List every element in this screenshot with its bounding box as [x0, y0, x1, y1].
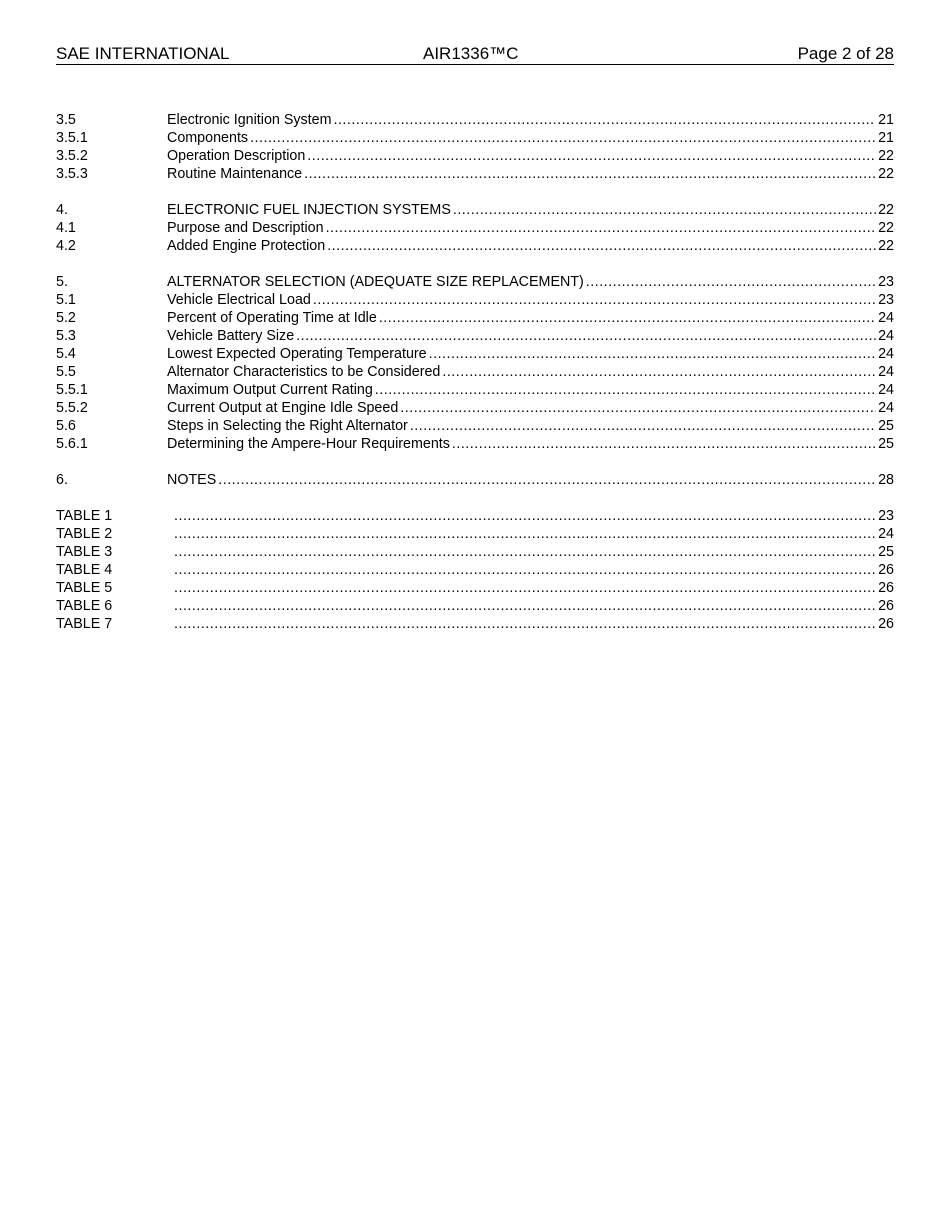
table-list-entry[interactable] [56, 597, 894, 615]
toc-entry-number: 4. [56, 202, 68, 218]
toc-entry[interactable] [56, 309, 894, 327]
table-entry-page: 23 [878, 508, 894, 524]
toc-entry-number: 5. [56, 274, 68, 290]
dot-leader [452, 435, 876, 453]
toc-entry-title: ALTERNATOR SELECTION (ADEQUATE SIZE REPLACEMENT) [167, 274, 584, 290]
toc-entry[interactable] [56, 273, 894, 291]
toc-entry[interactable] [56, 327, 894, 345]
dot-leader [313, 291, 876, 309]
dot-leader [453, 201, 876, 219]
toc-entry-number: 3.5.1 [56, 130, 88, 146]
toc-entry[interactable] [56, 345, 894, 363]
toc-entry-title: Added Engine Protection [167, 238, 326, 254]
toc-entry-page: 23 [878, 292, 894, 308]
toc-entry[interactable] [56, 147, 894, 165]
toc-entry-page: 22 [878, 166, 894, 182]
toc-entry-number: 5.4 [56, 346, 76, 362]
toc-entry-title: Purpose and Description [167, 220, 324, 236]
toc-entry-title: NOTES [167, 472, 217, 488]
toc-entry[interactable] [56, 129, 894, 147]
dot-leader [379, 309, 876, 327]
toc-entry-title: Vehicle Electrical Load [167, 292, 311, 308]
table-list-entry[interactable] [56, 507, 894, 525]
dot-leader [174, 561, 876, 579]
document-number: AIR1336™C [423, 44, 519, 63]
dot-leader [304, 165, 876, 183]
toc-entry-title: Electronic Ignition System [167, 112, 332, 128]
dot-leader [250, 129, 876, 147]
toc-entry-page: 23 [878, 274, 894, 290]
toc-entry[interactable] [56, 201, 894, 219]
toc-entry-title: Alternator Characteristics to be Considered [167, 364, 441, 380]
dot-leader [375, 381, 876, 399]
dot-leader [327, 237, 876, 255]
dot-leader [410, 417, 876, 435]
toc-entry-title: Percent of Operating Time at Idle [167, 310, 377, 326]
toc-entry-number: 5.6.1 [56, 436, 88, 452]
toc-entry-number: 5.5.2 [56, 400, 88, 416]
toc-entry-page: 24 [878, 364, 894, 380]
toc-entry-number: 4.1 [56, 220, 76, 236]
toc-entry-number: 5.5 [56, 364, 76, 380]
dot-leader [174, 543, 876, 561]
toc-entry-page: 22 [878, 238, 894, 254]
toc-entry[interactable] [56, 471, 894, 489]
toc-entry[interactable] [56, 381, 894, 399]
toc-entry-title: Components [167, 130, 249, 146]
toc-entry-page: 28 [878, 472, 894, 488]
toc-entry-title: Lowest Expected Operating Temperature [167, 346, 427, 362]
toc-entry-number: 5.3 [56, 328, 76, 344]
toc-entry[interactable] [56, 219, 894, 237]
dot-leader [174, 615, 876, 633]
table-list-entry[interactable] [56, 561, 894, 579]
table-entry-label: TABLE 2 [56, 526, 113, 542]
table-entry-label: TABLE 7 [56, 616, 113, 632]
toc-entry-page: 24 [878, 382, 894, 398]
toc-entry[interactable] [56, 363, 894, 381]
table-entry-label: TABLE 4 [56, 562, 113, 578]
toc-entry-page: 25 [878, 418, 894, 434]
table-entry-page: 26 [878, 580, 894, 596]
toc-entry-page: 22 [878, 220, 894, 236]
dot-leader [586, 273, 876, 291]
toc-entry-title: Operation Description [167, 148, 306, 164]
toc-entry-page: 22 [878, 202, 894, 218]
toc-entry[interactable] [56, 165, 894, 183]
toc-entry[interactable] [56, 111, 894, 129]
toc-entry-number: 6. [56, 472, 68, 488]
toc-entry-number: 5.5.1 [56, 382, 88, 398]
page-number: Page 2 of 28 [797, 44, 894, 63]
toc-entry-title: ELECTRONIC FUEL INJECTION SYSTEMS [167, 202, 451, 218]
dot-leader [174, 579, 876, 597]
dot-leader [296, 327, 876, 345]
page-header [56, 44, 894, 65]
toc-entry-page: 24 [878, 346, 894, 362]
toc-entry-number: 5.2 [56, 310, 76, 326]
toc-entry[interactable] [56, 237, 894, 255]
toc-entry-page: 25 [878, 436, 894, 452]
table-entry-label: TABLE 1 [56, 508, 113, 524]
table-list-entry[interactable] [56, 543, 894, 561]
dot-leader [326, 219, 877, 237]
toc-entry-title: Determining the Ampere-Hour Requirements [167, 436, 450, 452]
toc-entry-page: 24 [878, 400, 894, 416]
toc-entry-page: 22 [878, 148, 894, 164]
toc-entry-number: 4.2 [56, 238, 76, 254]
dot-leader [400, 399, 876, 417]
table-entry-page: 26 [878, 562, 894, 578]
toc-entry-number: 5.1 [56, 292, 76, 308]
toc-entry-title: Vehicle Battery Size [167, 328, 295, 344]
toc-entry-title: Steps in Selecting the Right Alternator [167, 418, 408, 434]
table-list-entry[interactable] [56, 615, 894, 633]
toc-entry-number: 3.5.3 [56, 166, 88, 182]
dot-leader [174, 525, 876, 543]
toc-entry[interactable] [56, 291, 894, 309]
dot-leader [333, 111, 876, 129]
dot-leader [218, 471, 876, 489]
dot-leader [174, 597, 876, 615]
toc-entry-page: 24 [878, 310, 894, 326]
table-entry-page: 26 [878, 616, 894, 632]
table-entry-page: 24 [878, 526, 894, 542]
toc-entry[interactable] [56, 399, 894, 417]
dot-leader [429, 345, 876, 363]
toc-entry-title: Maximum Output Current Rating [167, 382, 373, 398]
toc-entry-page: 21 [878, 112, 894, 128]
toc-entry-number: 3.5 [56, 112, 76, 128]
table-entry-label: TABLE 3 [56, 544, 113, 560]
toc-entry-title: Routine Maintenance [167, 166, 303, 182]
dot-leader [174, 507, 876, 525]
table-of-contents [56, 111, 894, 633]
toc-entry-title: Current Output at Engine Idle Speed [167, 400, 399, 416]
table-entry-label: TABLE 6 [56, 598, 113, 614]
dot-leader [307, 147, 876, 165]
table-entry-page: 25 [878, 544, 894, 560]
dot-leader [442, 363, 876, 381]
table-list-entry[interactable] [56, 579, 894, 597]
table-entry-label: TABLE 5 [56, 580, 113, 596]
table-entry-page: 26 [878, 598, 894, 614]
toc-entry-page: 24 [878, 328, 894, 344]
toc-entry-number: 3.5.2 [56, 148, 88, 164]
table-list-entry[interactable] [56, 525, 894, 543]
toc-entry[interactable] [56, 417, 894, 435]
toc-entry-number: 5.6 [56, 418, 76, 434]
organization-name: SAE INTERNATIONAL [56, 44, 230, 63]
toc-entry-page: 21 [878, 130, 894, 146]
toc-entry[interactable] [56, 435, 894, 453]
